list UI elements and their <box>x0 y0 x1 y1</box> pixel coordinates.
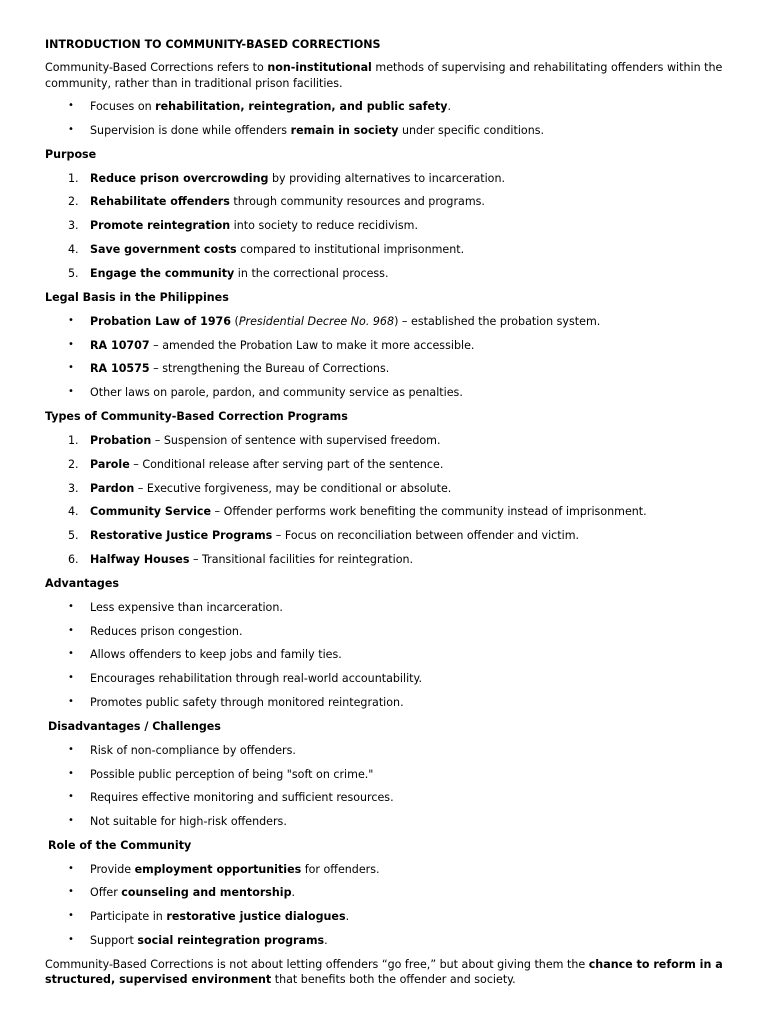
section-heading-legal: Legal Basis in the Philippines <box>45 291 229 304</box>
section-heading-advantages: Advantages <box>45 577 119 590</box>
intro-text: methods of supervising and rehabilitating offenders within the <box>371 61 723 74</box>
intro-text: Community-Based Corrections refers to <box>45 61 268 74</box>
document-title: INTRODUCTION TO COMMUNITY-BASED CORRECTIONS <box>45 38 381 51</box>
conclusion-line1: Community-Based Corrections is not about letting offenders “go free,” but about giving them the chance to reform in a <box>45 958 723 971</box>
bullet-icon: • <box>68 601 74 612</box>
bullet-icon: • <box>68 648 74 659</box>
bullet-icon: • <box>68 100 74 111</box>
bullet-icon: • <box>68 315 74 326</box>
bullet-icon: • <box>68 768 74 779</box>
bullet-icon: • <box>68 625 74 636</box>
bullet-icon: • <box>68 815 74 826</box>
bullet-icon: • <box>68 791 74 802</box>
bullet-icon: • <box>68 362 74 373</box>
bullet-icon: • <box>68 339 74 350</box>
intro-paragraph-line1 <box>45 60 728 75</box>
bullet-icon: • <box>68 672 74 683</box>
bullet-icon: • <box>68 863 74 874</box>
bullet-icon: • <box>68 934 74 945</box>
bullet-icon: • <box>68 886 74 897</box>
bullet-icon: • <box>68 696 74 707</box>
bullet-icon: • <box>68 386 74 397</box>
bullet-icon: • <box>68 910 74 921</box>
document-page: INTRODUCTION TO COMMUNITY-BASED CORRECTIONS Community-Based Corrections refers to non-institutional methods of supervising and rehabilitating offenders within the community, rather than in traditional prison facilities. • Focuses on rehabilitation, reintegration, and public safety. • Supervision is done while offenders remain in society under specific conditions. Purpose 1. Reduce prison overcrowding by providing alternatives to incarceration. 2. Rehabilitate offenders through community resources and programs. 3. Promote reintegration into society to reduce recidivism. 4. Save government costs compared to institutional imprisonment. 5. Engage the community in the correctional process. Legal Basis in the Philippines • Probation Law of 1976 (Presidential Decree No. 968) – established the probation system. • RA 10707 – amended the Probation Law to make it more accessible. • RA 10575 – strengthening the Bureau of Corrections. • Other laws on parole, pardon, and community service as penalties. Types of Community-Based Correction Programs 1. Probation – Suspension of sentence with supervised freedom. 2. Parole – Conditional release after serving part of the sentence. 3. Pardon – Executive forgiveness, may be conditional or absolute. 4. Community Service – Offender performs work benefiting the community instead of imprisonment. 5. Restorative Justice Programs – Focus on reconciliation between offender and victim. 6. Halfway Houses – Transitional facilities for reintegration. Advantages • Less expensive than incarceration. • Reduces prison congestion. • Allows offenders to keep jobs and family ties. • Encourages rehabilitation through real-world accountability. • Promotes public safety through monitored reintegration. Disadvantages / Challenges • Risk of non-compliance by offenders. • Possible public perception of being "soft on crime." • Requires effective monitoring and sufficient resources. • Not suitable for high-risk offenders. Role of the Community • Provide employment opportunities for offenders. • Offer counseling and mentorship. • Participate in restorative justice dialogues. • Support social reintegration programs. Community-Based Corrections is not about letting offenders “go free,” but about giving them the chance to reform in a structured, supervised environment that benefits both the offender and society. <box>0 0 768 1024</box>
section-heading-community: Role of the Community <box>48 839 192 852</box>
section-heading-purpose: Purpose <box>45 148 97 161</box>
section-heading-disadvantages: Disadvantages / Challenges <box>48 720 221 733</box>
section-heading-types: Types of Community-Based Correction Programs <box>45 410 348 423</box>
bullet-icon: • <box>68 744 74 755</box>
intro-bold: non-institutional <box>267 61 372 74</box>
conclusion-line2: structured, supervised environment that benefits both the offender and society. <box>45 973 516 986</box>
intro-paragraph-line2: community, rather than in traditional prison facilities. <box>45 77 343 90</box>
bullet-icon: • <box>68 124 74 135</box>
